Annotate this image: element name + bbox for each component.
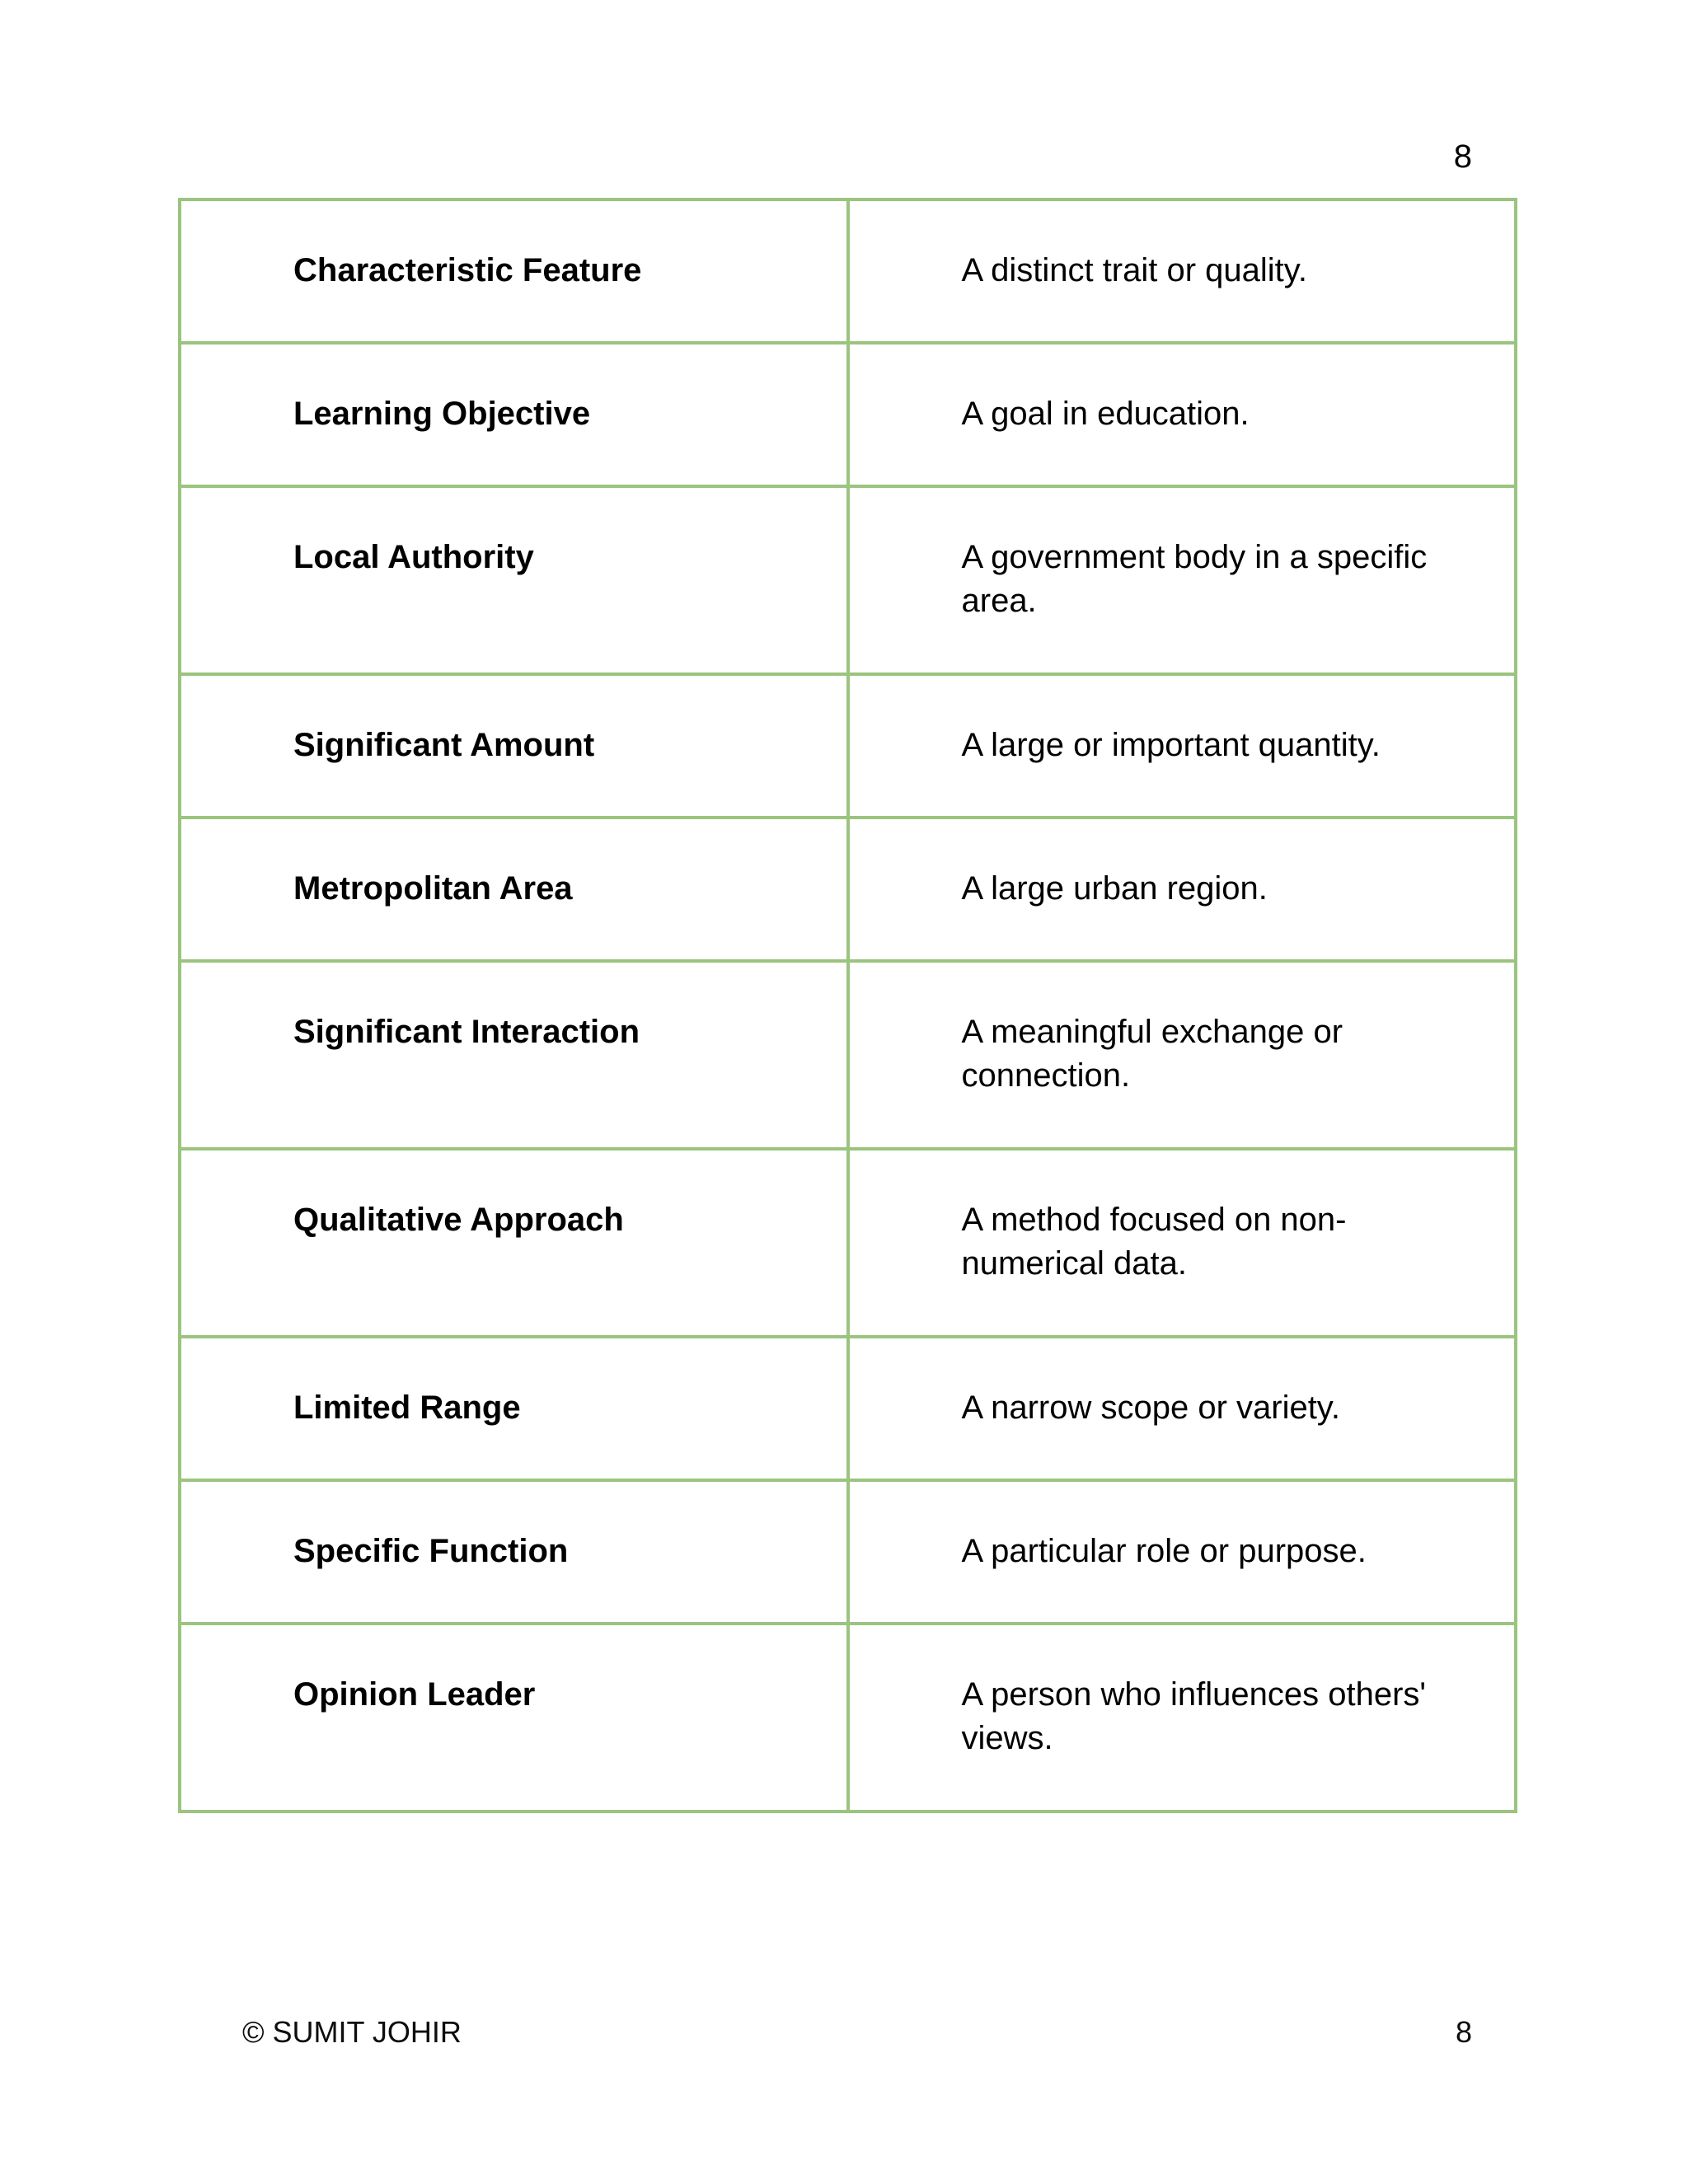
term-cell: Metropolitan Area bbox=[180, 818, 848, 961]
term-cell: Significant Amount bbox=[180, 674, 848, 818]
definition-cell: A government body in a specific area. bbox=[848, 486, 1517, 674]
definition-cell: A person who influences others' views. bbox=[848, 1624, 1517, 1811]
table-row bbox=[180, 199, 1516, 343]
definition-cell: A meaningful exchange or connection. bbox=[848, 961, 1517, 1149]
table-row bbox=[180, 1624, 1516, 1811]
page-number-footer: 8 bbox=[1455, 2015, 1472, 2049]
term-cell: Local Authority bbox=[180, 486, 848, 674]
definition-cell: A particular role or purpose. bbox=[848, 1480, 1517, 1624]
table-row bbox=[180, 1337, 1516, 1480]
table-row bbox=[180, 486, 1516, 674]
table-row bbox=[180, 1149, 1516, 1337]
term-cell: Qualitative Approach bbox=[180, 1149, 848, 1337]
table-row bbox=[180, 674, 1516, 818]
term-cell: Significant Interaction bbox=[180, 961, 848, 1149]
table-row bbox=[180, 961, 1516, 1149]
definition-cell: A large or important quantity. bbox=[848, 674, 1517, 818]
definition-cell: A narrow scope or variety. bbox=[848, 1337, 1517, 1480]
definition-cell: A distinct trait or quality. bbox=[848, 199, 1517, 343]
term-cell: Specific Function bbox=[180, 1480, 848, 1624]
table-row bbox=[180, 818, 1516, 961]
term-cell: Characteristic Feature bbox=[180, 199, 848, 343]
glossary-table bbox=[178, 198, 1517, 1813]
term-cell: Limited Range bbox=[180, 1337, 848, 1480]
definition-cell: A method focused on non-numerical data. bbox=[848, 1149, 1517, 1337]
table-row bbox=[180, 1480, 1516, 1624]
copyright-notice: © SUMIT JOHIR bbox=[242, 2015, 462, 2049]
definition-cell: A large urban region. bbox=[848, 818, 1517, 961]
table-row bbox=[180, 343, 1516, 486]
term-cell: Learning Objective bbox=[180, 343, 848, 486]
term-cell: Opinion Leader bbox=[180, 1624, 848, 1811]
definition-cell: A goal in education. bbox=[848, 343, 1517, 486]
page-number-top: 8 bbox=[1453, 138, 1472, 175]
